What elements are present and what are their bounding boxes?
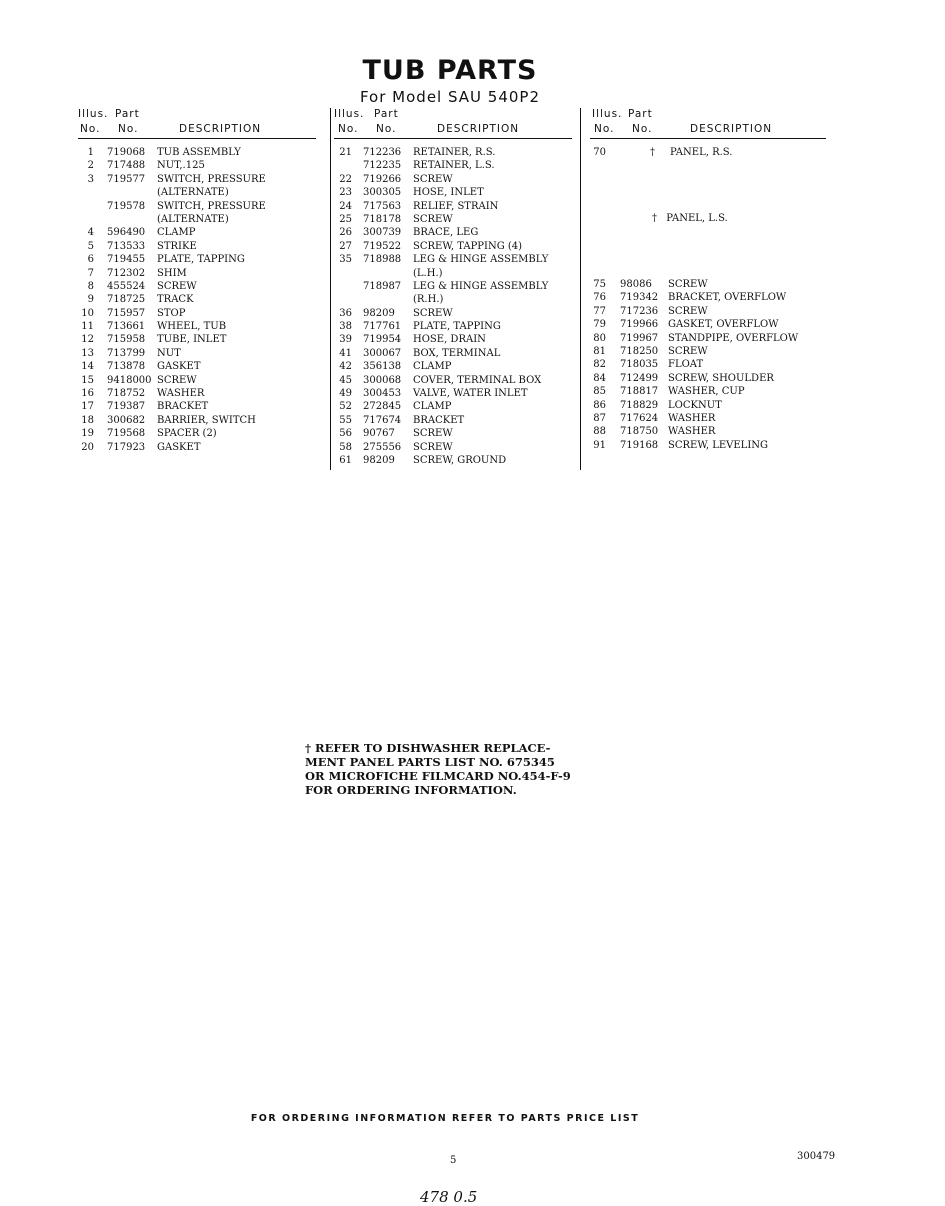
part-description: SCREW — [413, 307, 453, 319]
part-description: WASHER — [668, 426, 716, 438]
part-description: RETAINER, L.S. — [413, 160, 495, 172]
note-line: † REFER TO DISHWASHER REPLACE- — [305, 741, 551, 755]
part-description: WASHER — [668, 412, 716, 424]
parts-row — [78, 159, 316, 172]
part-description: SCREW — [668, 345, 708, 357]
illus-number: 27 — [339, 240, 352, 252]
parts-row — [590, 399, 826, 412]
part-number: 300453 — [363, 388, 402, 400]
parts-row — [78, 146, 316, 159]
part-number: 717488 — [107, 160, 146, 172]
part-number: 719967 — [620, 332, 659, 344]
part-number: 713661 — [107, 321, 146, 333]
illus-number: 45 — [339, 374, 352, 386]
parts-row — [78, 414, 316, 427]
illus-number: 5 — [87, 240, 94, 252]
parts-row — [78, 213, 316, 226]
parts-row — [78, 253, 316, 266]
ordering-footer: FOR ORDERING INFORMATION REFER TO PARTS PRICE LIST — [250, 1113, 640, 1124]
part-description: WASHER, CUP — [668, 386, 745, 398]
parts-row — [334, 400, 572, 413]
part-number: 718988 — [363, 254, 402, 266]
parts-row — [334, 173, 572, 186]
illus-number: 11 — [81, 321, 94, 333]
illus-number: 2 — [87, 160, 94, 172]
part-description: SCREW, SHOULDER — [668, 372, 774, 384]
illus-number: 3 — [87, 173, 94, 185]
parts-row — [334, 360, 572, 373]
part-number: 717761 — [363, 321, 402, 333]
parts-row — [78, 186, 316, 199]
dagger-footnote — [305, 741, 605, 797]
parts-row — [78, 293, 316, 306]
parts-row — [334, 253, 572, 266]
part-number: 719578 — [107, 200, 146, 212]
part-description: BRACKET, OVERFLOW — [668, 292, 787, 304]
part-number: 300067 — [363, 347, 402, 359]
header-part-no: No. — [376, 123, 397, 135]
illus-number: 1 — [87, 147, 94, 158]
part-number: 718829 — [620, 399, 659, 411]
part-number: 712236 — [363, 147, 402, 158]
parts-row — [78, 226, 316, 239]
parts-row — [78, 333, 316, 346]
illus-number: 16 — [81, 388, 94, 400]
parts-row — [590, 372, 826, 385]
illus-number: 15 — [81, 374, 94, 386]
illus-number: 91 — [593, 439, 606, 451]
illus-number: 55 — [339, 414, 352, 426]
part-description: BOX, TERMINAL — [413, 347, 501, 359]
handwritten-mark: 478 0.5 — [420, 1188, 478, 1206]
parts-row — [590, 278, 826, 291]
part-number: 718750 — [620, 426, 659, 438]
illus-number: 10 — [81, 307, 94, 319]
illus-number: 23 — [339, 187, 352, 199]
parts-row — [78, 173, 316, 186]
part-number: 356138 — [363, 361, 402, 373]
part-number: 272845 — [363, 401, 402, 413]
part-number: 718752 — [107, 388, 146, 400]
illus-number: 86 — [593, 399, 606, 411]
panel-ls-entry — [652, 213, 728, 224]
parts-row — [334, 414, 572, 427]
illus-number: 9 — [87, 294, 94, 306]
part-description: PANEL, R.S. — [670, 147, 733, 158]
part-description: NUT,.125 — [157, 160, 205, 172]
part-description: CLAMP — [157, 227, 196, 239]
parts-row — [334, 454, 572, 467]
part-number: 719954 — [363, 334, 402, 346]
parts-row — [590, 425, 826, 438]
parts-row — [78, 200, 316, 213]
illus-number: 18 — [81, 414, 94, 426]
illus-number: 75 — [593, 279, 606, 290]
part-description: SCREW, GROUND — [413, 454, 507, 466]
header-illus: Illus. — [334, 108, 365, 120]
header-part-no: No. — [632, 123, 653, 135]
panel-ls-description: PANEL, L.S. — [666, 213, 728, 224]
parts-row — [78, 267, 316, 280]
illus-number: 76 — [593, 292, 606, 304]
part-description: SPACER (2) — [157, 428, 217, 440]
part-description: SCREW — [413, 173, 453, 185]
parts-row — [334, 213, 572, 226]
header-illus-no: No. — [80, 123, 101, 135]
part-number: 90767 — [363, 428, 395, 440]
header-part: Part — [374, 108, 399, 120]
part-description: SCREW — [668, 305, 708, 317]
parts-column-1 — [78, 108, 316, 454]
part-number: 98086 — [620, 279, 652, 290]
parts-row — [334, 186, 572, 199]
part-description: SWITCH, PRESSURE — [157, 173, 266, 185]
header-illus-no: No. — [594, 123, 615, 135]
part-description: GASKET — [157, 441, 201, 453]
illus-number: 38 — [339, 321, 352, 333]
parts-row — [334, 307, 572, 320]
parts-row — [78, 374, 316, 387]
part-description: RELIEF, STRAIN — [413, 200, 499, 212]
part-description: TUBE, INLET — [157, 334, 227, 346]
part-description: (ALTERNATE) — [157, 213, 229, 225]
parts-row — [590, 291, 826, 304]
part-description: WHEEL, TUB — [157, 321, 227, 333]
header-description: DESCRIPTION — [437, 123, 520, 135]
part-description: TRACK — [157, 294, 194, 306]
parts-row — [78, 387, 316, 400]
part-number: 718250 — [620, 345, 659, 357]
parts-row — [78, 307, 316, 320]
part-description: SCREW — [157, 374, 197, 386]
part-number: 300305 — [363, 187, 402, 199]
illus-number: 24 — [339, 200, 352, 212]
part-description: (ALTERNATE) — [157, 187, 229, 199]
parts-row — [78, 320, 316, 333]
illus-number: 52 — [339, 401, 352, 413]
part-description: VALVE, WATER INLET — [413, 388, 528, 400]
part-number: 713533 — [107, 240, 146, 252]
part-description: STOP — [157, 307, 186, 319]
part-number: 300682 — [107, 414, 146, 426]
illus-number: 84 — [593, 372, 606, 384]
illus-number: 8 — [87, 280, 94, 292]
part-number: 98209 — [363, 454, 395, 466]
part-number: 717674 — [363, 414, 402, 426]
part-description: HOSE, DRAIN — [413, 334, 486, 346]
part-description: CLAMP — [413, 401, 452, 413]
part-description: NUT — [157, 347, 181, 359]
illus-number: 82 — [593, 359, 606, 371]
header-part-no: No. — [118, 123, 139, 135]
parts-row — [334, 320, 572, 333]
illus-number: 85 — [593, 386, 606, 398]
part-number: 275556 — [363, 441, 402, 453]
part-description: SCREW — [413, 441, 453, 453]
illus-number: 4 — [87, 227, 94, 239]
part-description: SCREW, LEVELING — [668, 439, 769, 451]
part-description: HOSE, INLET — [413, 187, 484, 199]
header-description: DESCRIPTION — [690, 123, 773, 135]
part-description: RETAINER, R.S. — [413, 147, 496, 158]
parts-row — [334, 427, 572, 440]
part-number: 719342 — [620, 292, 659, 304]
part-description: PLATE, TAPPING — [157, 254, 245, 266]
part-number: 713878 — [107, 361, 146, 373]
illus-number: 12 — [81, 334, 94, 346]
illus-number: 87 — [593, 412, 606, 424]
illus-number: 14 — [81, 361, 94, 373]
part-number: 718817 — [620, 386, 659, 398]
parts-row — [590, 332, 826, 345]
part-number: 719966 — [620, 319, 659, 331]
illus-number: 81 — [593, 345, 606, 357]
parts-row — [334, 280, 572, 293]
parts-row — [334, 293, 572, 306]
part-number: 98209 — [363, 307, 395, 319]
parts-row — [334, 441, 572, 454]
illus-number: 13 — [81, 347, 94, 359]
part-description: STRIKE — [157, 240, 197, 252]
part-description: COVER, TERMINAL BOX — [413, 374, 542, 386]
illus-number: 41 — [339, 347, 352, 359]
part-number: 719522 — [363, 240, 402, 252]
column-header — [78, 108, 316, 139]
parts-list — [78, 139, 316, 454]
part-description: SCREW — [413, 428, 453, 440]
part-number: 719387 — [107, 401, 146, 413]
parts-row — [334, 240, 572, 253]
part-number: 718725 — [107, 294, 146, 306]
page-number: 5 — [450, 1155, 457, 1166]
part-number: 712235 — [363, 160, 402, 172]
part-number: 712302 — [107, 267, 146, 279]
part-description: LOCKNUT — [668, 399, 722, 411]
parts-list — [590, 278, 826, 452]
parts-row — [590, 318, 826, 331]
illus-number: 19 — [81, 428, 94, 440]
header-part: Part — [115, 108, 140, 120]
part-description: LEG & HINGE ASSEMBLY — [413, 280, 549, 292]
note-line: MENT PANEL PARTS LIST NO. 675345 — [305, 755, 555, 769]
parts-row — [334, 374, 572, 387]
illus-number: 49 — [339, 388, 352, 400]
part-description: BRACKET — [157, 401, 209, 413]
part-number: 719168 — [620, 439, 659, 451]
parts-row — [78, 400, 316, 413]
part-number: 715957 — [107, 307, 146, 319]
parts-row — [78, 280, 316, 293]
parts-row — [590, 345, 826, 358]
illus-number: 22 — [339, 173, 352, 185]
part-description: SHIM — [157, 267, 187, 279]
column-divider — [580, 108, 581, 470]
part-number: 719577 — [107, 173, 146, 185]
part-description: FLOAT — [668, 359, 704, 371]
illus-number: 56 — [339, 428, 352, 440]
dagger-mark: † — [652, 213, 657, 224]
part-number: 717923 — [107, 441, 146, 453]
illus-number: 80 — [593, 332, 606, 344]
part-number: 713799 — [107, 347, 146, 359]
part-description: PLATE, TAPPING — [413, 321, 501, 333]
part-number: 715958 — [107, 334, 146, 346]
part-description: CLAMP — [413, 361, 452, 373]
part-description: STANDPIPE, OVERFLOW — [668, 332, 799, 344]
header-part: Part — [628, 108, 653, 120]
part-number: 300739 — [363, 227, 402, 239]
part-number: 718035 — [620, 359, 659, 371]
column-header — [590, 108, 826, 139]
parts-row — [78, 427, 316, 440]
page-title: TUB PARTS — [362, 55, 538, 86]
part-number: 455524 — [107, 280, 146, 292]
note-line: OR MICROFICHE FILMCARD NO.454-F-9 — [305, 769, 571, 783]
part-description: SWITCH, PRESSURE — [157, 200, 266, 212]
part-number: 717563 — [363, 200, 402, 212]
part-description: SCREW, TAPPING (4) — [413, 240, 523, 252]
part-number: 719455 — [107, 254, 146, 266]
part-number: 718178 — [363, 213, 402, 225]
parts-list — [590, 139, 826, 159]
part-number: 712499 — [620, 372, 659, 384]
part-number: 9418000 — [107, 374, 152, 386]
header-description: DESCRIPTION — [179, 123, 262, 135]
parts-row — [590, 305, 826, 318]
parts-row — [334, 159, 572, 172]
parts-column-3 — [590, 108, 826, 451]
illus-number: 42 — [339, 361, 352, 373]
part-number: 719266 — [363, 173, 402, 185]
column-header — [334, 108, 572, 139]
header-illus: Illus. — [592, 108, 623, 120]
illus-number: 35 — [339, 254, 352, 266]
parts-row — [334, 146, 572, 159]
part-number: 596490 — [107, 227, 146, 239]
parts-row — [590, 439, 826, 452]
part-number: 719568 — [107, 428, 146, 440]
illus-number: 39 — [339, 334, 352, 346]
parts-row — [78, 347, 316, 360]
illus-number: 79 — [593, 319, 606, 331]
parts-row — [334, 267, 572, 280]
illus-number: 17 — [81, 401, 94, 413]
part-description: BRACE, LEG — [413, 227, 479, 239]
illus-number: 26 — [339, 227, 352, 239]
illus-number: 6 — [87, 254, 94, 266]
part-description: WASHER — [157, 388, 205, 400]
parts-row — [590, 412, 826, 425]
header-illus-no: No. — [338, 123, 359, 135]
parts-list — [334, 139, 572, 467]
part-number: 300068 — [363, 374, 402, 386]
part-number: † — [650, 147, 655, 158]
illus-number: 25 — [339, 213, 352, 225]
illus-number: 58 — [339, 441, 352, 453]
part-number: 717236 — [620, 305, 659, 317]
part-description: (R.H.) — [413, 294, 444, 306]
illus-number: 20 — [81, 441, 94, 453]
part-number: 718987 — [363, 280, 402, 292]
part-description: GASKET, OVERFLOW — [668, 319, 779, 331]
parts-row — [590, 146, 826, 159]
illus-number: 7 — [87, 267, 94, 279]
parts-row — [78, 360, 316, 373]
part-description: SCREW — [157, 280, 197, 292]
parts-row — [334, 347, 572, 360]
parts-row — [334, 333, 572, 346]
illus-number: 61 — [339, 454, 352, 466]
part-description: BARRIER, SWITCH — [157, 414, 256, 426]
part-description: BRACKET — [413, 414, 465, 426]
parts-row — [78, 240, 316, 253]
parts-row — [334, 226, 572, 239]
model-subtitle: For Model SAU 540P2 — [359, 88, 541, 106]
part-number: 717624 — [620, 412, 659, 424]
parts-row — [590, 358, 826, 371]
column-divider — [330, 108, 331, 470]
illus-number: 70 — [593, 147, 606, 158]
part-description: SCREW — [413, 213, 453, 225]
part-description: (L.H.) — [413, 267, 443, 279]
header-illus: Illus. — [78, 108, 109, 120]
parts-row — [78, 441, 316, 454]
illus-number: 88 — [593, 426, 606, 438]
parts-row — [334, 200, 572, 213]
parts-row — [334, 387, 572, 400]
parts-row — [590, 385, 826, 398]
part-description: TUB ASSEMBLY — [157, 147, 241, 158]
part-description: LEG & HINGE ASSEMBLY — [413, 254, 549, 266]
note-line: FOR ORDERING INFORMATION. — [305, 783, 517, 797]
part-description: SCREW — [668, 279, 708, 290]
illus-number: 36 — [339, 307, 352, 319]
illus-number: 21 — [339, 147, 352, 158]
document-number: 300479 — [797, 1151, 836, 1162]
part-number: 719068 — [107, 147, 146, 158]
part-description: GASKET — [157, 361, 201, 373]
parts-column-2 — [334, 108, 572, 467]
illus-number: 77 — [593, 305, 606, 317]
